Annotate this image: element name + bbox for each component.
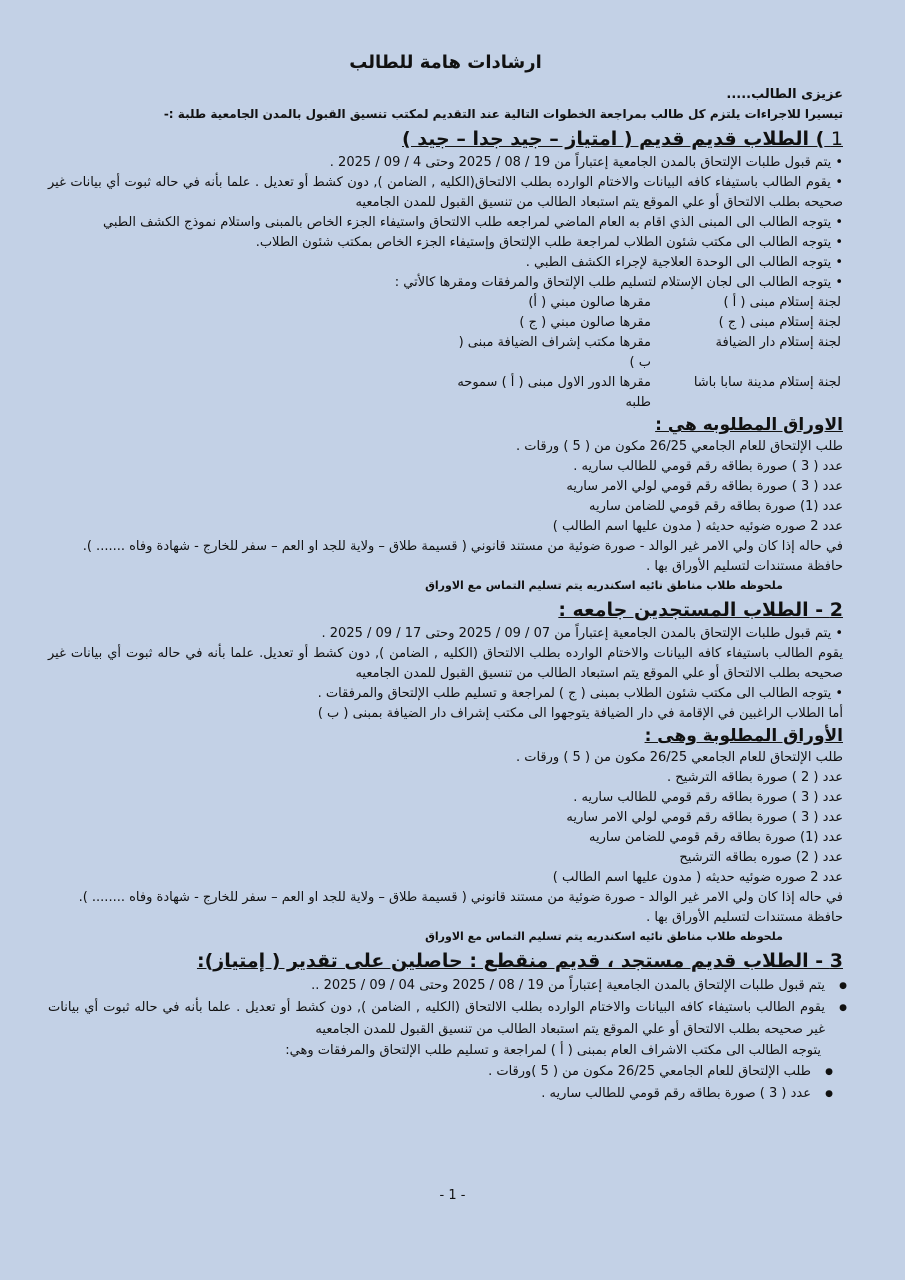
s3-paper: ● عدد ( 3 ) صورة بطاقه رقم قومي للطالب ساريه . bbox=[48, 1083, 811, 1105]
s2-paper: عدد ( 3 ) صورة بطاقه رقم قومي لولي الامر ساريه bbox=[566, 810, 843, 825]
s3-line: يتوجه الطالب الى مكتب الاشراف العام بمبنى ( أ ) لمراجعة و تسليم طلب الإلتحاق والمرفقات وهي: bbox=[285, 1043, 821, 1058]
s2-line: • يتوجه الطالب الى مكتب شئون الطلاب بمبنى ( ج ) لمراجعة و تسليم طلب الإلتحاق والمرفقات . bbox=[317, 686, 843, 701]
committee-location: مقرها الدور الاول مبنى ( أ ) سموحه طلبه bbox=[457, 375, 651, 410]
s2-line: يقوم الطالب باستيفاء كافه البيانات والاختام الوارده بطلب الالتحاق (الكليه , الضامن ), دون كشط أو تعديل. علما بأنه في حاله ثبوت أي بيانات غير صحيحه بطلب الالتحاق أو علي الموقع يتم استبعاد الطالب من تنسيق القبول للمدن الجامعيه bbox=[48, 646, 843, 681]
document-page bbox=[48, 52, 843, 1105]
s3-paper: ● طلب الإلتحاق للعام الجامعي 26/25 مكون من ( 5 )ورقات . bbox=[48, 1061, 811, 1083]
s1-line: • يتوجه الطالب الى المبنى الذي اقام به العام الماضي لمراجعه طلب الالتحاق واستيفاء الجزء الخاص بالمبنى واستلام نموذج الكشف الطبي bbox=[102, 215, 843, 230]
section-1-heading: 1 ) الطلاب قديم قديم ( امتياز – جيد جدا – جيد ) bbox=[402, 128, 843, 150]
s2-line: • يتم قبول طلبات الإلتحاق بالمدن الجامعية إعتباراً من 07 / 09 / 2025 وحتى 17 / 09 / 2025 . bbox=[321, 626, 843, 641]
section-3-heading: 3 - الطلاب قديم مستجد ، قديم منقطع : حاصلين على تقدير ( إمتياز): bbox=[196, 950, 843, 972]
s2-paper: حافظة مستندات لتسليم الأوراق بها . bbox=[646, 910, 843, 925]
s2-paper: عدد ( 2) صوره بطاقه الترشيح bbox=[679, 850, 843, 865]
committee-name: لجنة إستلام دار الضيافة bbox=[715, 335, 841, 350]
s3-line: ● يقوم الطالب باستيفاء كافه البيانات والاختام الوارده بطلب الالتحاق (الكليه , الضامن ), دون كشط أو تعديل . علما بأنه في حاله ثبوت أي بيانات غير صحيحه بطلب الالتحاق أو علي الموقع يتم استبعاد الطالب من تنسيق القبول للمدن الجامعيه bbox=[48, 997, 825, 1041]
s2-paper: عدد ( 2 ) صورة بطاقه الترشيح . bbox=[666, 770, 843, 785]
s3-papers bbox=[48, 1061, 829, 1105]
s2-paper: عدد (1) صورة بطاقه رقم قومي للضامن ساريه bbox=[589, 830, 843, 845]
committee-name: لجنة إستلام مبنى ( ج ) bbox=[718, 315, 841, 330]
committee-name: لجنة إستلام مدينة سابا باشا bbox=[693, 375, 841, 390]
s1-paper: عدد ( 3 ) صورة بطاقه رقم قومي لولي الامر ساريه bbox=[566, 479, 843, 494]
s1-paper: عدد 2 صوره ضوئيه حديثه ( مدون عليها اسم الطالب ) bbox=[552, 519, 843, 534]
s1-note: ملحوظه طلاب مناطق نائيه اسكندريه يتم تسليم التماس مع الاوراق bbox=[425, 579, 783, 592]
s1-paper: حافظة مستندات لتسليم الأوراق بها . bbox=[646, 559, 843, 574]
s3-lines bbox=[48, 975, 843, 1041]
s1-papers-heading: الاوراق المطلوبه هي : bbox=[655, 415, 843, 435]
s1-paper: طلب الإلتحاق للعام الجامعي 26/25 مكون من ( 5 ) ورقات . bbox=[515, 439, 843, 454]
page-number: - 1 - bbox=[439, 1188, 466, 1203]
s2-note: ملحوظه طلاب مناطق نائيه اسكندريه يتم تسليم التماس مع الاوراق bbox=[425, 930, 783, 943]
s2-line: أما الطلاب الراغبين في الإقامة في دار الضيافة يتوجهوا الى مكتب إشراف دار الضيافة بمبنى ( ب ) bbox=[317, 706, 843, 721]
s3-line: ● يتم قبول طلبات الإلتحاق بالمدن الجامعية إعتباراً من 19 / 08 / 2025 وحتى 04 / 09 / 2025 .. bbox=[48, 975, 825, 997]
s2-paper: في حاله إذا كان ولي الامر غير الوالد - صورة ضوئية من مستند قانوني ( قسيمة طلاق – ولاية للجد او العم – سفر للخارج - شهادة وفاه ........ ). bbox=[78, 890, 843, 905]
s1-line: • يتوجه الطالب الى الوحدة العلاجية لإجراء الكشف الطبي . bbox=[525, 255, 843, 270]
s2-papers-heading: الأوراق المطلوبة وهى : bbox=[644, 726, 843, 746]
committee-location: مقرها مكتب إشراف الضيافة مبنى ( ب ) bbox=[458, 335, 651, 370]
s1-paper: في حاله إذا كان ولي الامر غير الوالد - صورة ضوئية من مستند قانوني ( قسيمة طلاق – ولاية للجد او العم – سفر للخارج - شهادة وفاه ....... ). bbox=[82, 539, 843, 554]
s1-line: • يتوجه الطالب الى مكتب شئون الطلاب لمراجعة طلب الإلتحاق وإستيفاء الجزء الخاص بمكتب شئون الطلاب. bbox=[255, 235, 843, 250]
s1-line: • يقوم الطالب باستيفاء كافه البيانات والاختام الوارده بطلب الالتحاق(الكليه , الضامن ), دون كشط أو تعديل . علما بأنه في حاله ثبوت أي بيانات غير صحيحه بطلب الالتحاق أو علي الموقع يتم استبعاد الطالب من تنسيق القبول للمدن الجامعيه bbox=[48, 175, 843, 210]
committee-name: لجنة إستلام مبنى ( أ ) bbox=[723, 295, 841, 310]
greeting: عزيزى الطالب..... bbox=[726, 87, 843, 102]
committees-table bbox=[48, 293, 841, 413]
s1-paper: عدد (1) صورة بطاقه رقم قومي للضامن ساريه bbox=[589, 499, 843, 514]
intro: تيسيرا للاجراءات يلتزم كل طالب بمراجعة الخطوات التالية عند التقديم لمكتب تنسيق القبول بالمدن الجامعية طلبة :- bbox=[163, 107, 843, 121]
s1-line: • يتم قبول طلبات الإلتحاق بالمدن الجامعية إعتباراً من 19 / 08 / 2025 وحتى 4 / 09 / 2025 . bbox=[329, 155, 843, 170]
s1-line: • يتوجه الطالب الى لجان الإستلام لتسليم طلب الإلتحاق والمرفقات ومقرها كالأتي : bbox=[394, 275, 843, 290]
s2-paper: عدد 2 صوره ضوئيه حديثه ( مدون عليها اسم الطالب ) bbox=[552, 870, 843, 885]
s2-paper: عدد ( 3 ) صورة بطاقه رقم قومي للطالب ساريه . bbox=[573, 790, 843, 805]
page-title: ارشادات هامة للطالب bbox=[349, 52, 542, 73]
s2-paper: طلب الإلتحاق للعام الجامعي 26/25 مكون من ( 5 ) ورقات . bbox=[515, 750, 843, 765]
committee-location: مقرها صالون مبني ( أ) bbox=[528, 295, 651, 310]
section-2-heading: 2 - الطلاب المستجدين جامعه : bbox=[558, 599, 843, 621]
committee-location: مقرها صالون مبني ( ج ) bbox=[519, 315, 651, 330]
s1-paper: عدد ( 3 ) صورة بطاقه رقم قومي للطالب ساريه . bbox=[573, 459, 843, 474]
